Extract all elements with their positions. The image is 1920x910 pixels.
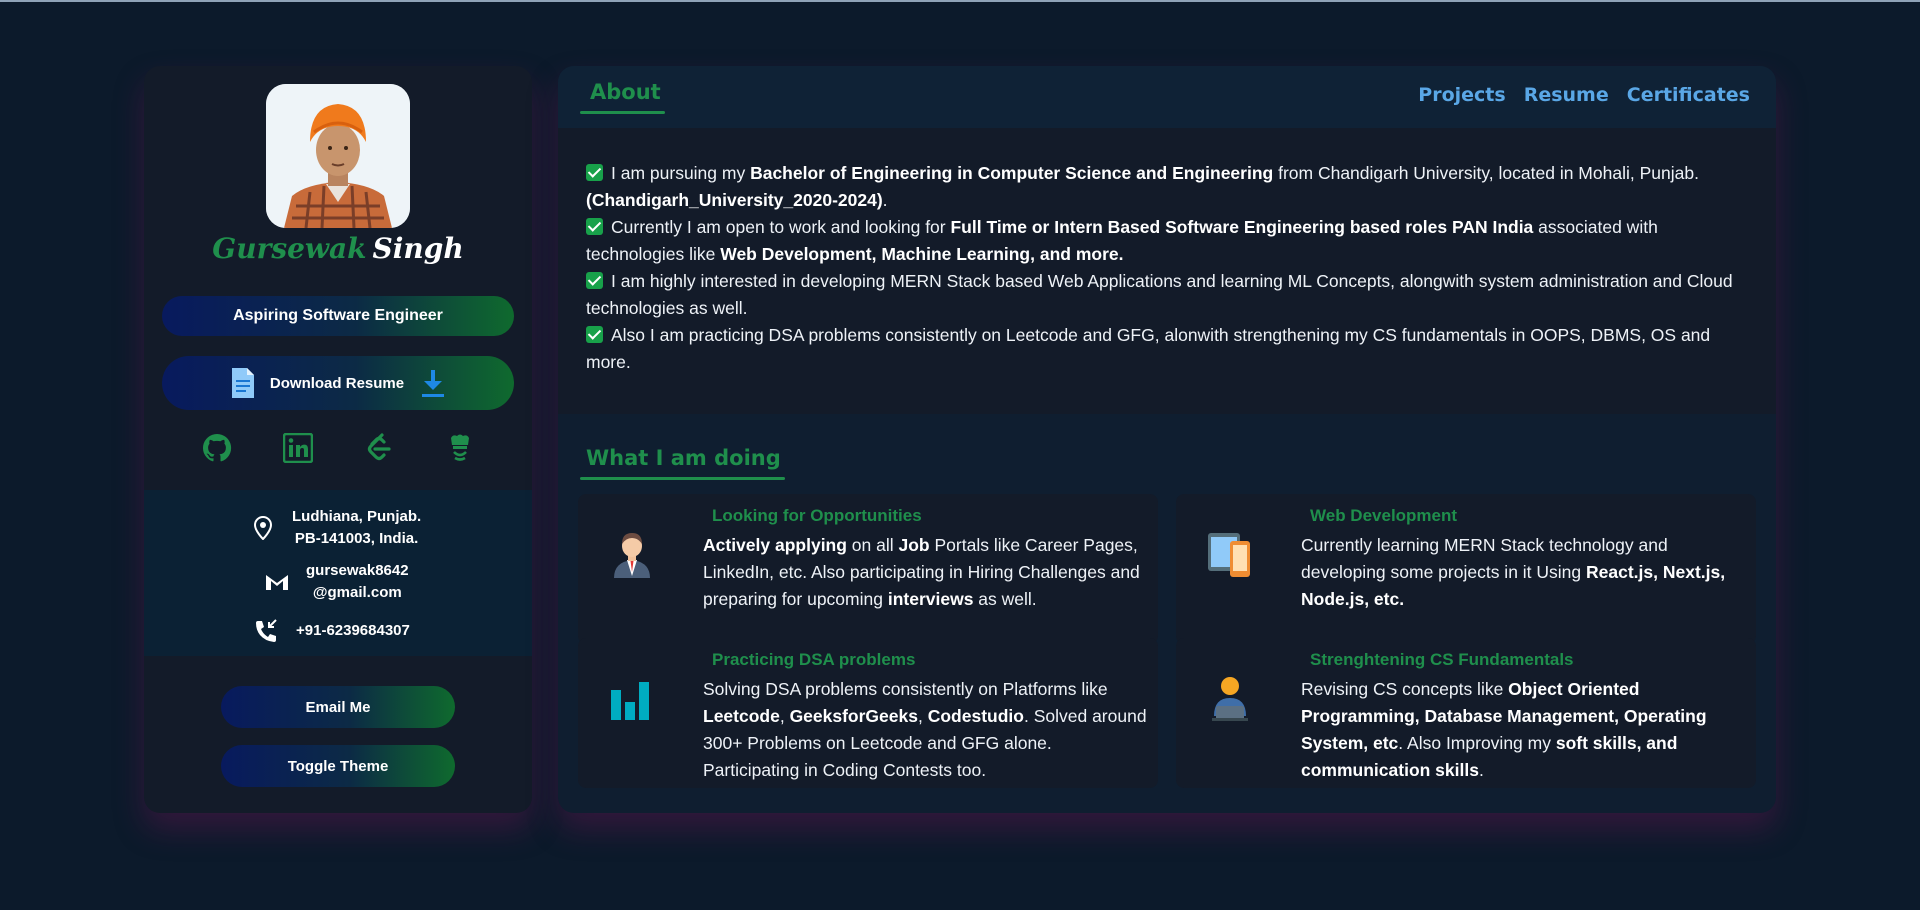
- location-row: [248, 506, 421, 550]
- leetcode-icon[interactable]: [361, 430, 397, 466]
- about-p2-roles: Full Time or Intern Based Software Engineering based roles PAN India: [950, 217, 1534, 237]
- profile-photo: [266, 84, 410, 228]
- email-line2: @gmail.com: [312, 584, 402, 601]
- card3-bold1: Leetcode: [703, 706, 780, 726]
- what-i-am-doing-heading: What I am doing: [586, 446, 781, 470]
- checkbox-icon: [586, 326, 603, 343]
- service-card-web-dev: [1176, 494, 1756, 644]
- location-line1: Ludhiana, Punjab.: [292, 508, 422, 525]
- nav-resume[interactable]: Resume: [1523, 84, 1609, 106]
- gmail-icon: [262, 573, 292, 591]
- last-name: Singh: [372, 232, 464, 265]
- card3-text1: Solving DSA problems consistently on Platforms like: [703, 679, 1108, 699]
- about-p2-pre: Currently I am open to work and looking for: [611, 217, 951, 237]
- card4-text1: Revising CS concepts like: [1301, 679, 1509, 699]
- codechef-icon[interactable]: [442, 430, 478, 466]
- bar-chart-icon: [604, 670, 660, 726]
- card1-text2: Portals like Career Pages, LinkedIn, etc. Also participating in Hiring Challenges and preparing for upcoming: [703, 535, 1140, 609]
- about-p2-tech: Web Development, Machine Learning, and more.: [720, 244, 1124, 264]
- tab-about[interactable]: About: [590, 80, 661, 104]
- card-title: Strenghtening CS Fundamentals: [1310, 650, 1574, 669]
- checkbox-icon: [586, 164, 603, 181]
- linkedin-icon[interactable]: [280, 430, 316, 466]
- card1-bold1: Actively applying: [703, 535, 847, 555]
- businessman-icon: [604, 526, 660, 582]
- about-p3-text: I am highly interested in developing MERN Stack based Web Applications and learning ML Concepts, alongwith system administration and Cloud technologies as well.: [586, 271, 1733, 318]
- nav-certificates[interactable]: Certificates: [1626, 84, 1750, 106]
- about-section: [558, 128, 1776, 414]
- phone-text[interactable]: +91-6239684307: [296, 622, 410, 639]
- contact-info: [144, 490, 532, 656]
- card3-text4: . Solved around 300+ Problems on Leetcode and GFG alone. Participating in Coding Contests too.: [703, 706, 1147, 780]
- service-card-opportunities: [578, 494, 1158, 644]
- email-row: [262, 560, 409, 604]
- card-description: [703, 676, 1148, 784]
- email-text[interactable]: [306, 560, 409, 604]
- location-text: [292, 506, 421, 550]
- card4-bold2: soft skills, and communication skills: [1301, 733, 1678, 780]
- person-laptop-icon: [1202, 670, 1258, 726]
- service-card-dsa: [578, 638, 1158, 788]
- about-p1-mid: from Chandigarh University, located in Mohali, Punjab.: [1273, 163, 1699, 183]
- main-header: [558, 66, 1776, 128]
- profile-name: [144, 232, 532, 265]
- about-p1-post: .: [882, 190, 888, 210]
- card1-text1: on all: [846, 535, 899, 555]
- about-p4-text: Also I am practicing DSA problems consistently on Leetcode and GFG, alonwith strengthening my CS fundamentals in OOPS, DBMS, OS and more.: [586, 325, 1711, 372]
- card1-bold3: interviews: [887, 589, 974, 609]
- about-p2-mid: associated with technologies like: [586, 217, 1658, 264]
- profile-sidebar: [144, 66, 532, 813]
- card2-bold1: React.js, Next.js, Node.js, etc.: [1301, 562, 1726, 609]
- about-p1-university: (Chandigarh_University_2020-2024): [586, 190, 883, 210]
- card-title: Practicing DSA problems: [712, 650, 916, 669]
- toggle-theme-button[interactable]: Toggle Theme: [221, 745, 455, 787]
- card1-bold2: Job: [898, 535, 930, 555]
- card-description: [1301, 676, 1746, 784]
- about-paragraph-1: [586, 160, 1748, 214]
- card3-bold2: GeeksforGeeks: [789, 706, 918, 726]
- first-name: Gursewak: [212, 232, 367, 265]
- phone-row: [252, 618, 410, 644]
- about-paragraph-2: [586, 214, 1748, 268]
- card-title: Looking for Opportunities: [712, 506, 922, 525]
- card-description: [703, 532, 1148, 613]
- email-me-button[interactable]: Email Me: [221, 686, 455, 728]
- top-nav: [1418, 84, 1750, 106]
- avatar: [266, 84, 410, 228]
- email-line1: gursewak8642: [306, 562, 409, 579]
- about-p1-degree: Bachelor of Engineering in Computer Science and Engineering: [750, 163, 1274, 183]
- checkbox-icon: [586, 272, 603, 289]
- card2-text1: Currently learning MERN Stack technology and developing some projects in it Using: [1301, 535, 1668, 582]
- social-links: [144, 430, 532, 466]
- about-paragraph-3: [586, 268, 1748, 322]
- job-title-badge: Aspiring Software Engineer: [162, 296, 514, 336]
- devices-icon: [1202, 526, 1258, 582]
- nav-projects[interactable]: Projects: [1418, 84, 1506, 106]
- main-panel: [558, 66, 1776, 813]
- card1-text3: as well.: [973, 589, 1037, 609]
- card4-bold1: Object Oriented Programming, Database Management, Operating System, etc: [1301, 679, 1707, 753]
- download-resume-button[interactable]: [162, 356, 514, 410]
- card-title: Web Development: [1310, 506, 1458, 525]
- card3-text2: ,: [779, 706, 790, 726]
- card3-bold3: Codestudio: [927, 706, 1024, 726]
- card4-text3: .: [1478, 760, 1484, 780]
- checkbox-icon: [586, 218, 603, 235]
- document-icon: [230, 367, 256, 399]
- github-icon[interactable]: [199, 430, 235, 466]
- card3-text3: ,: [917, 706, 928, 726]
- about-paragraph-4: [586, 322, 1748, 376]
- location-line2: PB-141003, India.: [294, 530, 419, 547]
- phone-icon: [252, 618, 282, 644]
- service-card-cs-fundamentals: [1176, 638, 1756, 788]
- card4-text2: . Also Improving my: [1398, 733, 1556, 753]
- download-icon: [420, 368, 446, 398]
- location-pin-icon: [248, 516, 278, 540]
- about-p1-pre: I am pursuing my: [611, 163, 751, 183]
- card-description: [1301, 532, 1746, 613]
- download-resume-label: Download Resume: [269, 374, 405, 392]
